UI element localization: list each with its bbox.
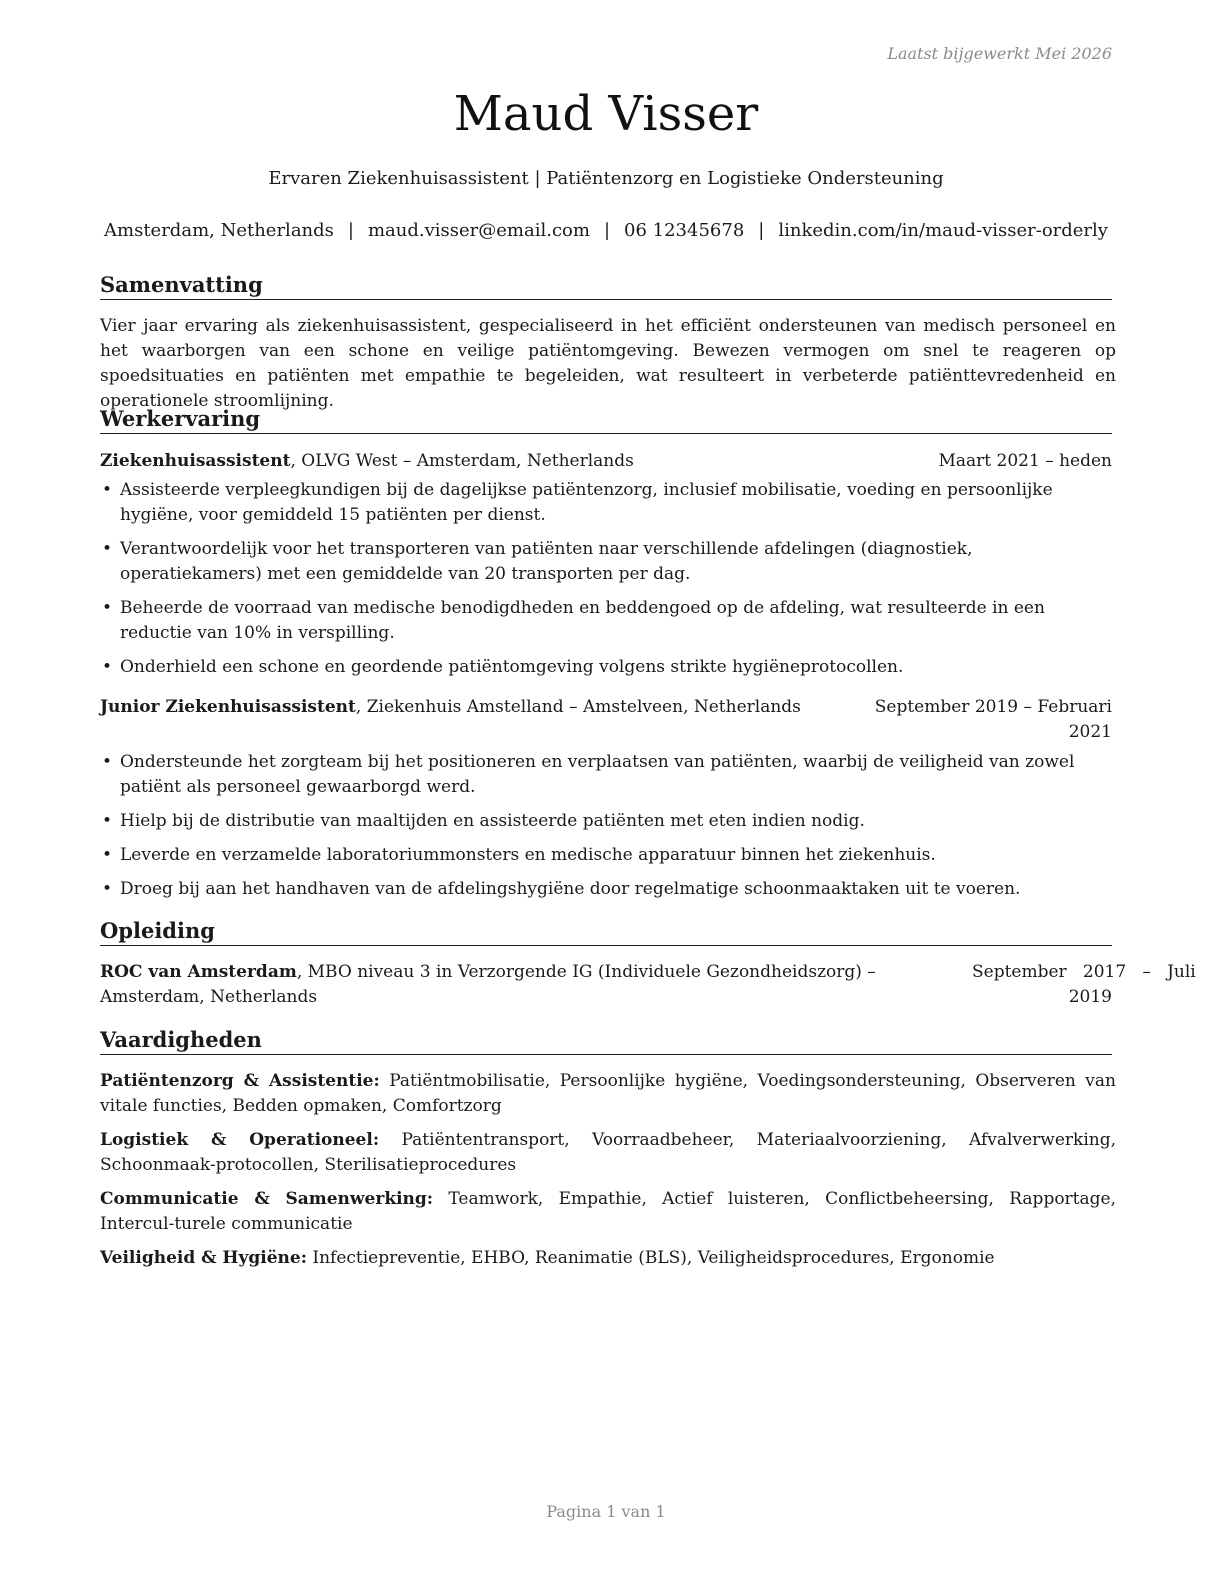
- list-item: • Beheerde de voorraad van medische benodigdheden en beddengoed op de afdeling, wat resulteerde in een reductie van 10% in verspilling.: [100, 596, 1118, 646]
- skill-label: Communicatie & Samenwerking:: [100, 1189, 434, 1209]
- job-title: Junior Ziekenhuisassistent: [100, 697, 356, 717]
- list-item: • Assisteerde verpleegkundigen bij de dagelijkse patiëntenzorg, inclusief mobilisatie, voeding en persoonlijke hygiëne, voor gemiddeld 15 patiënten per dienst.: [100, 478, 1118, 528]
- skill-label: Logistiek & Operationeel:: [100, 1130, 380, 1150]
- job-bullets: [100, 750, 1118, 911]
- skill-text: Patiëntmobilisatie, Persoonlijke hygiëne, Voedingsondersteuning, Observeren van vitale functies, Bedden opmaken, Comfortzorg: [100, 1071, 1116, 1116]
- education-date: [972, 960, 1196, 1010]
- candidate-name: Maud Visser: [453, 86, 759, 142]
- education-school: ROC van Amsterdam: [100, 962, 297, 982]
- job-header: [100, 695, 1112, 742]
- job-date-line: 2021: [1068, 722, 1112, 742]
- job-header: [100, 449, 1112, 474]
- job-date: Maart 2021 – heden: [938, 451, 1112, 471]
- contact-separator: |: [347, 220, 354, 241]
- contact-line: [80, 220, 1132, 241]
- education-degree-line: , MBO niveau 3 in Verzorgende IG (Individuele Gezondheidszorg) –: [296, 962, 876, 982]
- page-number: Pagina 1 van 1: [546, 1502, 666, 1521]
- skill-group: [100, 1069, 1116, 1119]
- skill-text: Patiëntentransport, Voorraadbeheer, Materiaalvoorziening, Afvalverwerking, Schoonmaak-protocollen, Sterilisatieprocedures: [100, 1130, 1116, 1175]
- list-item: • Ondersteunde het zorgteam bij het positioneren en verplaatsen van patiënten, waarbij de veiligheid van zowel patiënt als personeel gewaarborgd werd.: [100, 750, 1118, 800]
- section-title-summary: Samenvatting: [100, 272, 1112, 300]
- contact-separator: |: [758, 220, 765, 241]
- contact-linkedin[interactable]: linkedin.com/in/maud-visser-orderly: [778, 220, 1108, 241]
- section-title-experience: Werkervaring: [100, 406, 1112, 434]
- skill-label: Veiligheid & Hygiëne:: [100, 1248, 307, 1268]
- education-date-line: September 2017 – Juli: [972, 962, 1196, 982]
- job-date-line: September 2019 – Februari: [874, 697, 1112, 717]
- job-employer: , Ziekenhuis Amstelland – Amstelveen, Netherlands: [355, 697, 801, 717]
- list-item: • Verantwoordelijk voor het transporteren van patiënten naar verschillende afdelingen (diagnostiek, operatiekamers) met een gemiddelde van 20 transporten per dag.: [100, 537, 1118, 587]
- contact-email[interactable]: maud.visser@email.com: [367, 220, 590, 241]
- summary-text: Vier jaar ervaring als ziekenhuisassistent, gespecialiseerd in het efficiënt ondersteunen van medisch personeel en het waarborgen van een schone en veilige patiëntomgeving. Bewezen vermogen om snel te reageren op spoedsituaties en patiënten met empathie te begeleiden, wat resulteert in verbeterde patiënttevredenheid en operationele stroomlijning.: [100, 316, 1116, 411]
- skill-text: Teamwork, Empathie, Actief luisteren, Conflictbeheersing, Rapportage, Intercul-turele communicatie: [100, 1189, 1116, 1234]
- tagline: Ervaren Ziekenhuisassistent | Patiëntenzorg en Logistieke Ondersteuning: [268, 168, 944, 189]
- list-item: • Hielp bij de distributie van maaltijden en assisteerde patiënten met eten indien nodig.: [100, 809, 1118, 834]
- skill-group: [100, 1128, 1116, 1178]
- education-date-line: 2019: [1068, 987, 1112, 1007]
- job-bullets: [100, 478, 1118, 689]
- section-title-education: Opleiding: [100, 918, 1112, 946]
- skill-label: Patiëntenzorg & Assistentie:: [100, 1071, 380, 1091]
- list-item: • Droeg bij aan het handhaven van de afdelingshygiëne door regelmatige schoonmaaktaken uit te voeren.: [100, 877, 1118, 902]
- contact-separator: |: [603, 220, 611, 241]
- list-item: • Onderhield een schone en geordende patiëntomgeving volgens strikte hygiëneprotocollen.: [100, 655, 1118, 680]
- job-employer: , OLVG West – Amsterdam, Netherlands: [290, 451, 634, 471]
- last-updated: Laatst bijgewerkt Mei 2026: [887, 44, 1112, 63]
- job-date: [872, 695, 1112, 745]
- skill-group: [100, 1246, 1116, 1271]
- education-location: Amsterdam, Netherlands: [100, 987, 318, 1007]
- education-degree: [100, 960, 980, 1010]
- skill-text: Infectiepreventie, EHBO, Reanimatie (BLS), Veiligheidsprocedures, Ergonomie: [306, 1248, 995, 1268]
- contact-location: Amsterdam, Netherlands: [104, 220, 334, 241]
- education-entry: [100, 960, 1196, 1010]
- skill-group: [100, 1187, 1116, 1237]
- list-item: • Leverde en verzamelde laboratoriummonsters en medische apparatuur binnen het ziekenhuis.: [100, 843, 1118, 868]
- job-title: Ziekenhuisassistent: [100, 451, 291, 471]
- skills-list: [100, 1069, 1116, 1280]
- resume-page: [100, 0, 1196, 1584]
- contact-phone: 06 12345678: [624, 220, 745, 241]
- section-title-skills: Vaardigheden: [100, 1027, 1112, 1055]
